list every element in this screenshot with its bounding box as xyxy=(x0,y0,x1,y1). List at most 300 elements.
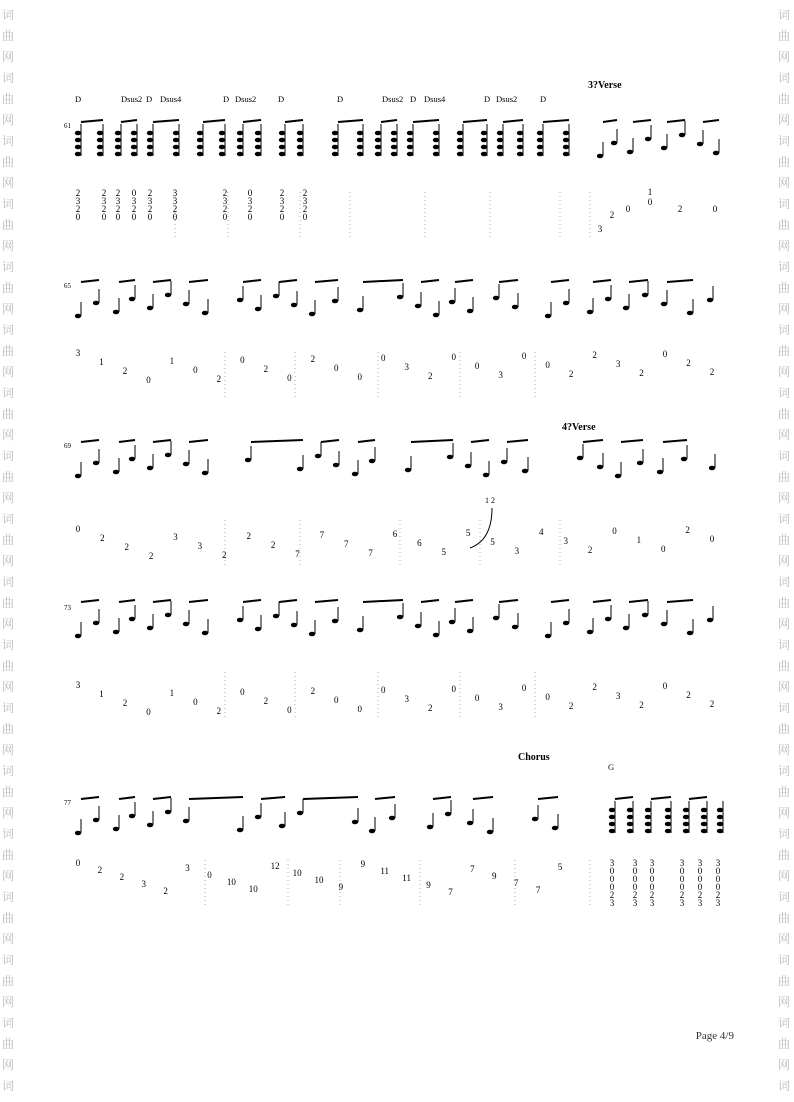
watermark-glyph: 网 xyxy=(778,1058,791,1072)
watermark-glyph: 词 xyxy=(778,953,791,967)
tab-number: 0 xyxy=(247,212,253,222)
tab-number: 0 xyxy=(647,197,653,207)
section-label: 4?Verse xyxy=(562,422,596,433)
note-beam xyxy=(667,120,685,122)
tab-number: 2 xyxy=(246,531,251,541)
tab-number: 10 xyxy=(292,868,302,878)
note-head xyxy=(113,630,119,635)
tab-number: 2 xyxy=(122,698,128,708)
note-head xyxy=(93,301,99,306)
note-head xyxy=(255,307,261,312)
note-beam xyxy=(153,280,171,282)
watermark-glyph: 词 xyxy=(2,638,15,652)
watermark-glyph: 曲 xyxy=(778,911,791,925)
note-head xyxy=(445,812,451,817)
note-head xyxy=(131,152,137,157)
watermark-glyph: 曲 xyxy=(2,659,15,673)
note-head xyxy=(129,457,135,462)
note-head xyxy=(297,145,303,150)
watermark-glyph: 网 xyxy=(2,239,15,253)
note-head xyxy=(375,152,381,157)
note-head xyxy=(297,811,303,816)
tab-number: 0 xyxy=(101,212,107,222)
note-head xyxy=(237,131,243,136)
note-head xyxy=(449,620,455,625)
measure-number: 61 xyxy=(64,122,71,130)
tab-number: 0 xyxy=(146,375,151,385)
watermark-glyph: 词 xyxy=(2,449,15,463)
tab-number: 2 xyxy=(686,690,691,700)
bend-arrow xyxy=(470,508,492,548)
note-head xyxy=(255,131,261,136)
note-head xyxy=(391,131,397,136)
note-head xyxy=(297,131,303,136)
note-beam xyxy=(358,440,375,442)
measure-number: 69 xyxy=(64,442,71,450)
watermark-glyph: 曲 xyxy=(2,281,15,295)
tab-number: 2 xyxy=(163,886,168,896)
note-head xyxy=(481,138,487,143)
tab-number: 10 xyxy=(248,884,258,894)
tab-number: 0 xyxy=(712,204,718,214)
tab-number: 2 xyxy=(75,188,81,198)
note-head xyxy=(357,138,363,143)
note-head xyxy=(273,294,279,299)
note-beam xyxy=(315,280,338,282)
note-head xyxy=(147,823,153,828)
tab-number: 3 xyxy=(131,196,137,206)
note-head xyxy=(357,308,363,313)
tab-number: 0 xyxy=(131,188,137,198)
watermark-glyph: 曲 xyxy=(2,470,15,484)
note-head xyxy=(197,138,203,143)
note-head xyxy=(273,614,279,619)
note-head xyxy=(173,145,179,150)
tab-number: 3 xyxy=(597,224,603,234)
note-head xyxy=(75,152,81,157)
note-head xyxy=(93,461,99,466)
watermark-glyph: 曲 xyxy=(2,722,15,736)
tab-number: 7 xyxy=(343,539,349,549)
note-head xyxy=(717,808,723,813)
tab-number: 0 xyxy=(172,212,178,222)
tab-number: 2 xyxy=(270,540,276,550)
tab-number: 2 xyxy=(697,890,703,900)
tab-number: 2 xyxy=(302,188,308,198)
note-head xyxy=(197,131,203,136)
note-head xyxy=(113,470,119,475)
note-head xyxy=(701,829,707,834)
tab-number: 2 xyxy=(247,204,253,214)
watermark-glyph: 词 xyxy=(2,701,15,715)
note-head xyxy=(375,138,381,143)
watermark-glyph: 词 xyxy=(778,449,791,463)
tab-number: 3 xyxy=(247,196,253,206)
tab-number: 0 xyxy=(240,355,245,365)
note-head xyxy=(332,138,338,143)
note-beam xyxy=(189,600,208,602)
tab-number: 1 xyxy=(169,356,175,366)
note-head xyxy=(605,297,611,302)
note-head xyxy=(587,630,593,635)
watermark-glyph: 曲 xyxy=(2,848,15,862)
note-head xyxy=(131,145,137,150)
note-head xyxy=(661,622,667,627)
measure-number: 65 xyxy=(64,282,71,290)
note-beam xyxy=(413,120,439,122)
tab-number: 3 xyxy=(302,196,308,206)
note-head xyxy=(623,306,629,311)
note-head xyxy=(75,138,81,143)
note-head xyxy=(597,154,603,159)
note-head xyxy=(219,145,225,150)
note-beam xyxy=(503,120,523,122)
watermark-glyph: 曲 xyxy=(778,470,791,484)
watermark-glyph: 曲 xyxy=(2,92,15,106)
tab-number: 3 xyxy=(279,196,285,206)
note-head xyxy=(645,822,651,827)
note-beam xyxy=(421,280,439,282)
note-head xyxy=(563,138,569,143)
watermark-glyph: 网 xyxy=(2,869,15,883)
tab-number: 3 xyxy=(498,370,503,380)
watermark-glyph: 网 xyxy=(2,743,15,757)
note-head xyxy=(645,808,651,813)
note-head xyxy=(332,299,338,304)
tab-number: 3 xyxy=(649,858,655,868)
note-head xyxy=(332,145,338,150)
tab-number: 3 xyxy=(185,863,190,873)
note-head xyxy=(512,305,518,310)
note-head xyxy=(75,314,81,319)
note-head xyxy=(245,458,251,463)
tab-number: 0 xyxy=(207,870,212,880)
watermark-glyph: 词 xyxy=(778,1016,791,1030)
note-head xyxy=(449,300,455,305)
tab-number: 0 xyxy=(193,697,198,707)
note-head xyxy=(237,152,243,157)
chord-label: D xyxy=(278,94,285,104)
watermark-glyph: 曲 xyxy=(2,911,15,925)
note-beam xyxy=(433,797,451,799)
note-head xyxy=(433,145,439,150)
watermark-glyph: 词 xyxy=(778,638,791,652)
tab-number: 3 xyxy=(75,348,81,358)
tab-number: 3 xyxy=(147,196,153,206)
note-head xyxy=(202,631,208,636)
watermark-glyph: 词 xyxy=(778,8,791,22)
tab-number: 2 xyxy=(310,354,316,364)
tab-number: 0 xyxy=(715,866,721,876)
note-beam xyxy=(243,600,261,602)
note-head xyxy=(407,131,413,136)
tab-number: 2 xyxy=(115,204,121,214)
tab-number: 0 xyxy=(279,212,285,222)
watermark-glyph: 词 xyxy=(2,71,15,85)
tab-number: 3 xyxy=(715,858,721,868)
watermark-glyph: 曲 xyxy=(778,659,791,673)
note-head xyxy=(407,138,413,143)
tab-number: 3 xyxy=(649,898,655,908)
tab-numbers xyxy=(76,187,718,234)
note-beam xyxy=(651,797,671,799)
note-head xyxy=(147,466,153,471)
note-head xyxy=(407,145,413,150)
tab-number: 3 xyxy=(697,858,703,868)
note-beam xyxy=(583,440,603,442)
tab-numbers xyxy=(76,858,563,897)
tab-number: 0 xyxy=(474,361,480,371)
note-head xyxy=(391,138,397,143)
note-head xyxy=(115,152,121,157)
tab-number: 0 xyxy=(660,544,666,554)
note-head xyxy=(497,152,503,157)
tab-number: 10 xyxy=(314,875,324,885)
tab-number: 3 xyxy=(115,196,121,206)
tab-number: 7 xyxy=(535,885,541,895)
note-beam xyxy=(463,120,487,122)
tab-number: 9 xyxy=(338,882,344,892)
tab-number: 2 xyxy=(122,366,128,376)
watermark-glyph: 曲 xyxy=(778,218,791,232)
tab-number: 3 xyxy=(715,898,721,908)
note-beam xyxy=(663,440,687,442)
note-head xyxy=(147,152,153,157)
tab-number: 0 xyxy=(609,866,615,876)
note-head xyxy=(255,152,261,157)
tab-numbers xyxy=(76,348,715,385)
note-head xyxy=(642,293,648,298)
tab-number: 3 xyxy=(498,702,503,712)
note-head xyxy=(279,145,285,150)
tab-number: 0 xyxy=(632,866,638,876)
watermark-glyph: 网 xyxy=(2,995,15,1009)
tab-number: 2 xyxy=(172,204,178,214)
tab-number: 2 xyxy=(216,706,222,716)
tab-number: 0 xyxy=(649,874,655,884)
note-beam xyxy=(375,797,395,799)
note-head xyxy=(701,808,707,813)
note-beam xyxy=(189,440,208,442)
watermark-glyph: 网 xyxy=(778,302,791,316)
note-head xyxy=(517,152,523,157)
note-beam xyxy=(243,120,261,122)
note-head xyxy=(481,145,487,150)
note-head xyxy=(309,632,315,637)
note-head xyxy=(433,131,439,136)
watermark-glyph: 网 xyxy=(778,617,791,631)
note-head xyxy=(665,808,671,813)
note-head xyxy=(202,311,208,316)
tab-number: 3 xyxy=(609,858,615,868)
tab-number: 5 xyxy=(557,862,563,872)
note-beam xyxy=(499,280,518,282)
note-head xyxy=(457,131,463,136)
note-beam xyxy=(603,120,617,122)
tab-number: 0 xyxy=(697,866,703,876)
note-head xyxy=(165,613,171,618)
note-head xyxy=(332,131,338,136)
note-head xyxy=(357,145,363,150)
note-head xyxy=(627,815,633,820)
watermark-glyph: 网 xyxy=(2,491,15,505)
note-head xyxy=(279,152,285,157)
note-head xyxy=(637,461,643,466)
note-head xyxy=(131,138,137,143)
note-head xyxy=(683,808,689,813)
watermark-glyph: 词 xyxy=(778,1079,791,1093)
note-head xyxy=(627,150,633,155)
note-beam xyxy=(251,440,303,442)
tab-number: 2 xyxy=(75,204,81,214)
tab-number: 3 xyxy=(222,196,228,206)
note-head xyxy=(357,131,363,136)
note-head xyxy=(219,131,225,136)
note-head xyxy=(237,618,243,623)
note-beam xyxy=(538,797,558,799)
tab-number: 0 xyxy=(679,866,685,876)
tab-number: 2 xyxy=(427,703,433,713)
note-head xyxy=(457,152,463,157)
tab-number: 1 xyxy=(636,535,642,545)
note-beam xyxy=(261,797,285,799)
note-beam xyxy=(455,280,473,282)
tab-number: 4 xyxy=(539,527,544,537)
note-head xyxy=(75,831,81,836)
note-head xyxy=(467,629,473,634)
tab-number: 2 xyxy=(677,204,683,214)
chord-label: D xyxy=(146,94,153,104)
note-head xyxy=(645,137,651,142)
watermark-glyph: 网 xyxy=(778,680,791,694)
note-head xyxy=(255,145,261,150)
note-head xyxy=(552,826,558,831)
tab-number: 2 xyxy=(427,371,433,381)
chord-label: Dsus4 xyxy=(160,94,182,104)
chorus-tab-numbers xyxy=(610,858,721,908)
tab-number: 3 xyxy=(632,898,638,908)
note-head xyxy=(357,628,363,633)
note-head xyxy=(537,145,543,150)
note-head xyxy=(657,470,663,475)
tab-number: 2 xyxy=(302,204,308,214)
note-head xyxy=(219,138,225,143)
note-head xyxy=(183,302,189,307)
note-head xyxy=(707,618,713,623)
tab-number: 0 xyxy=(334,695,339,705)
note-head xyxy=(563,621,569,626)
note-beam xyxy=(499,600,518,602)
watermark-glyph: 曲 xyxy=(2,218,15,232)
note-head xyxy=(713,151,719,156)
tab-number: 9 xyxy=(492,871,497,881)
chord-label: D xyxy=(223,94,230,104)
tab-number: 3 xyxy=(173,532,178,542)
note-head xyxy=(679,133,685,138)
note-head xyxy=(165,293,171,298)
tab-number: 7 xyxy=(513,878,519,888)
tab-number: 2 xyxy=(587,545,593,555)
note-beam xyxy=(81,280,99,282)
tab-number: 3 xyxy=(172,188,178,198)
note-head xyxy=(75,634,81,639)
note-beam xyxy=(455,600,473,602)
watermark-glyph: 曲 xyxy=(778,155,791,169)
watermark-glyph: 词 xyxy=(778,512,791,526)
tab-number: 3 xyxy=(615,691,621,701)
bend-label: 1 2 xyxy=(485,496,495,505)
note-beam xyxy=(81,797,99,799)
tab-number: 2 xyxy=(649,890,655,900)
note-head xyxy=(115,145,121,150)
note-head xyxy=(465,464,471,469)
note-beam xyxy=(153,440,171,442)
tab-number: 2 xyxy=(147,204,153,214)
tab-number: 0 xyxy=(193,365,198,375)
note-beam xyxy=(119,280,135,282)
note-head xyxy=(219,152,225,157)
note-head xyxy=(237,298,243,303)
note-head xyxy=(397,615,403,620)
watermark-glyph: 词 xyxy=(2,764,15,778)
note-head xyxy=(433,313,439,318)
note-beam xyxy=(189,280,208,282)
watermark-glyph: 词 xyxy=(2,260,15,274)
note-head xyxy=(357,152,363,157)
tab-number: 2 xyxy=(310,686,316,696)
chord-label: D xyxy=(540,94,547,104)
note-head xyxy=(609,815,615,820)
note-head xyxy=(681,457,687,462)
watermark-glyph: 曲 xyxy=(778,785,791,799)
note-head xyxy=(493,616,499,621)
note-head xyxy=(545,314,551,319)
watermark-glyph: 网 xyxy=(778,365,791,379)
tab-number: 3 xyxy=(563,536,568,546)
watermark-glyph: 网 xyxy=(2,554,15,568)
section-label: 3?Verse xyxy=(588,80,622,91)
note-head xyxy=(467,309,473,314)
note-head xyxy=(255,138,261,143)
note-head xyxy=(173,131,179,136)
watermark-glyph: 词 xyxy=(2,512,15,526)
watermark-glyph: 网 xyxy=(778,743,791,757)
note-head xyxy=(609,822,615,827)
watermark-glyph: 词 xyxy=(2,890,15,904)
tab-number: 11 xyxy=(402,873,411,883)
watermark-glyph: 词 xyxy=(778,764,791,778)
note-head xyxy=(645,815,651,820)
chord-label: D xyxy=(75,94,82,104)
watermark-glyph: 词 xyxy=(2,953,15,967)
note-head xyxy=(563,131,569,136)
tab-numbers xyxy=(76,524,715,561)
note-head xyxy=(701,822,707,827)
note-head xyxy=(481,131,487,136)
watermark-glyph: 词 xyxy=(778,386,791,400)
note-head xyxy=(255,627,261,632)
note-head xyxy=(237,145,243,150)
note-head xyxy=(75,474,81,479)
note-head xyxy=(352,820,358,825)
note-head xyxy=(563,152,569,157)
tab-number: 0 xyxy=(715,882,721,892)
tab-number: 2 xyxy=(222,188,228,198)
tab-number: 1 xyxy=(647,187,653,197)
watermark-glyph: 曲 xyxy=(2,596,15,610)
watermark-glyph: 词 xyxy=(2,1016,15,1030)
watermark-glyph: 网 xyxy=(2,302,15,316)
